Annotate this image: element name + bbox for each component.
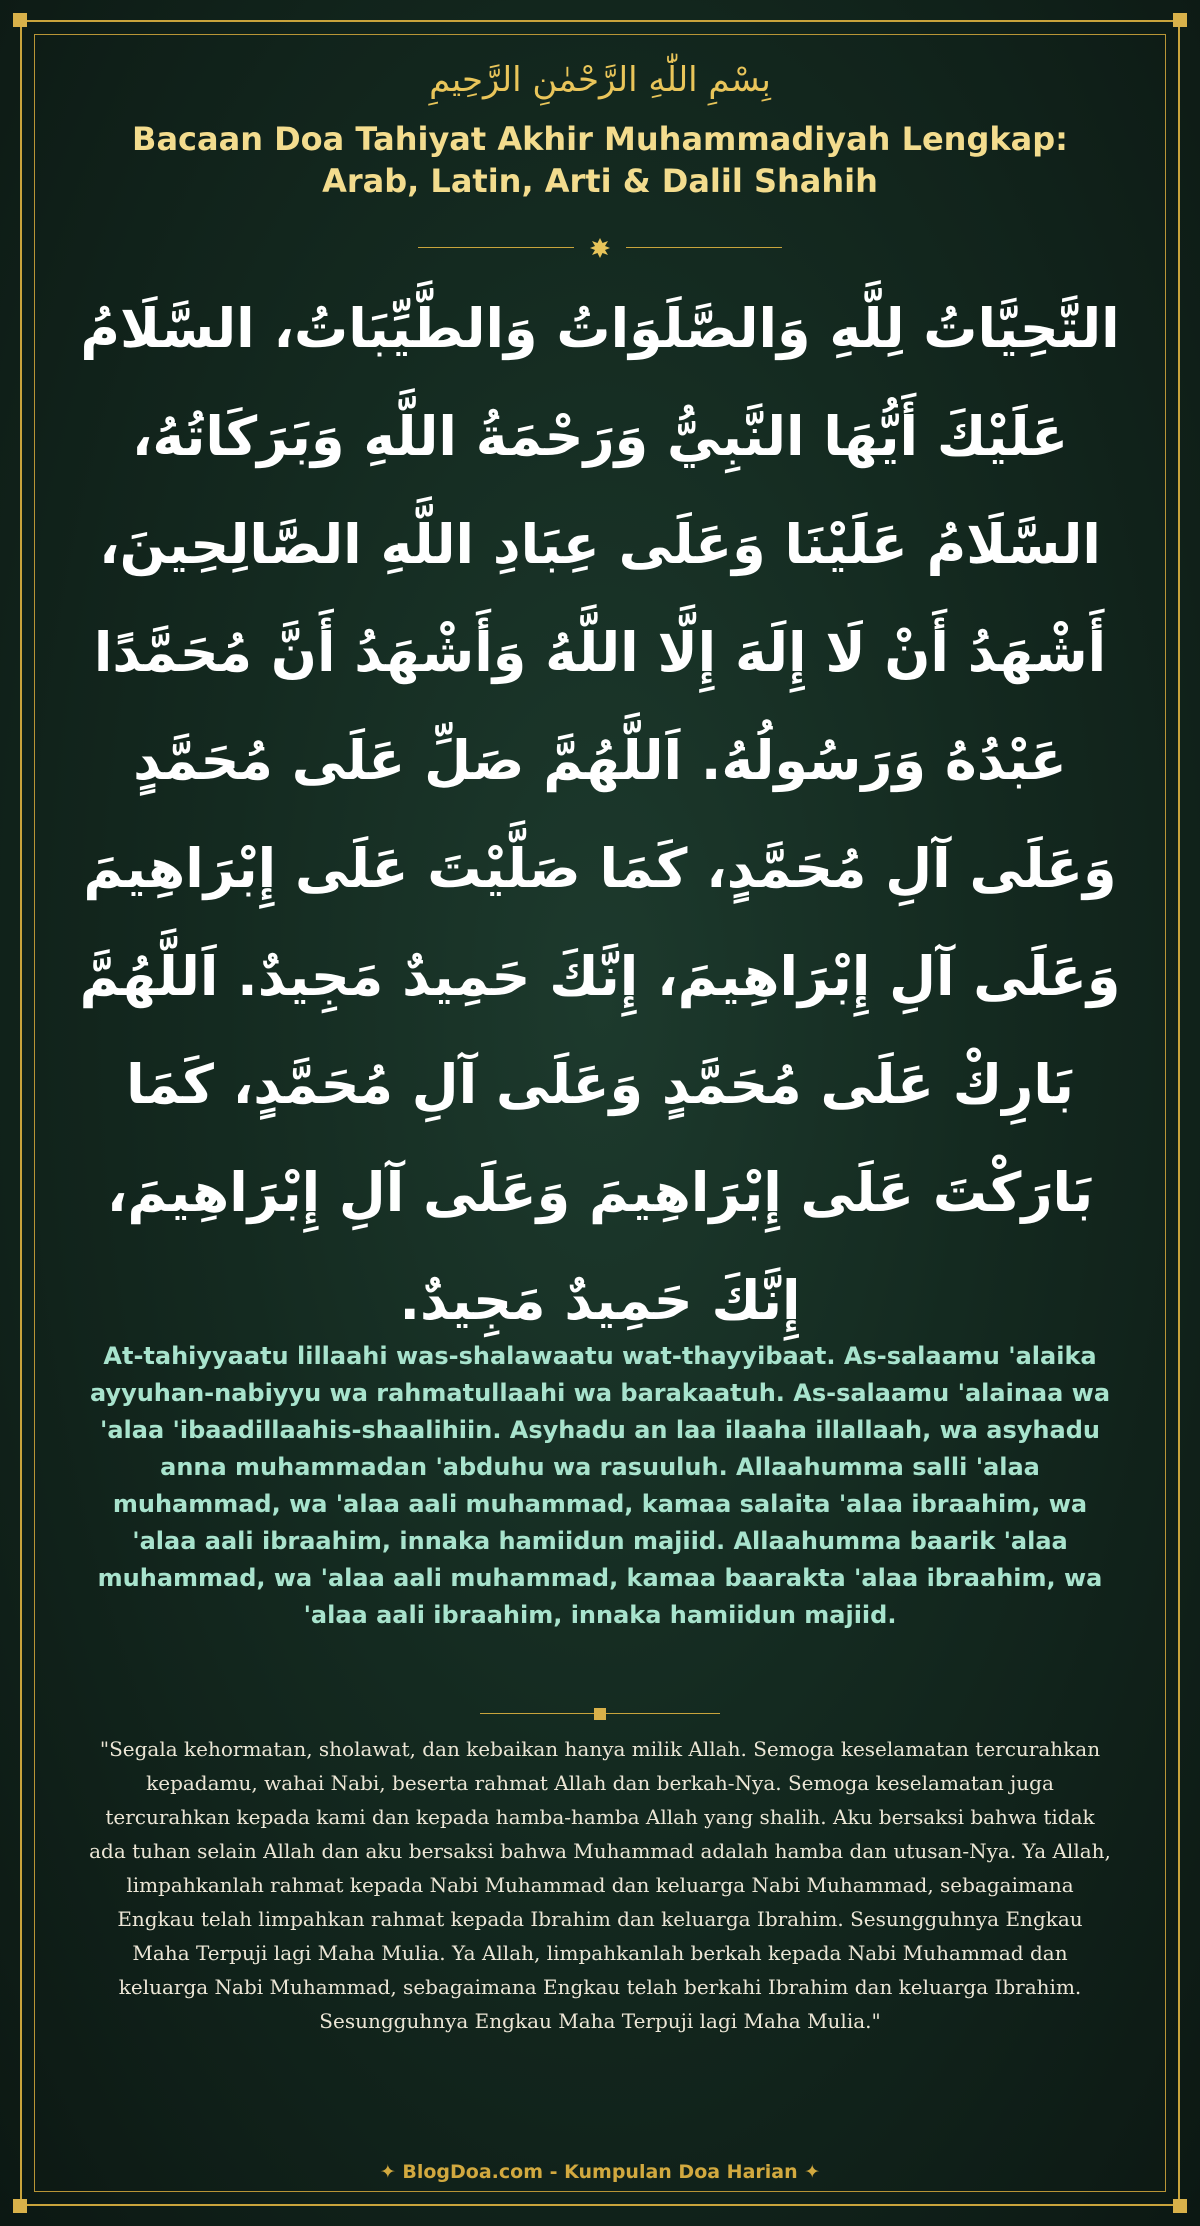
divider-line-right: [626, 247, 782, 248]
footer-credit: ✦ BlogDoa.com - Kumpulan Doa Harian ✦: [379, 2161, 821, 2183]
diamond-ornament-icon: [594, 1708, 606, 1720]
indonesian-translation: "Segala kehormatan, sholawat, dan kebaikan hanya milik Allah. Semoga keselamatan tercurahkan kepadamu, wahai Nabi, beserta rahmat Allah dan berkah-Nya. Semoga keselamatan juga tercurahkan kepada kami dan kepada hamba-hamba Allah yang shalih. Aku bersaksi bahwa tidak ada tuhan selain Allah dan aku bersaksi bahwa Muhammad adalah hamba dan utusan-Nya. Ya Allah, limpahkanlah rahmat kepada Nabi Muhammad dan keluarga Nabi Muhammad, sebagaimana Engkau telah limpahkan rahmat kepada Ibrahim dan keluarga Ibrahim. Sesungguhnya Engkau Maha Terpuji lagi Maha Mulia. Ya Allah, limpahkanlah berkah kepada Nabi Muhammad dan keluarga Nabi Muhammad, sebagaimana Engkau telah berkahi Ibrahim dan keluarga Ibrahim. Sesungguhnya Engkau Maha Terpuji lagi Maha Mulia.": [89, 1737, 1111, 2033]
latin-transliteration: At-tahiyyaatu lillaahi was-shalawaatu wat-thayyibaat. As-salaamu 'alaika ayyuhan-nabiyyu wa rahmatullaahi wa barakaatuh. As-salaamu 'alainaa wa 'alaa 'ibaadillaahis-shaalihiin. Asyhadu an laa ilaaha illallaah, wa asyhadu anna muhammadan 'abduhu wa rasuuluh. Allaahumma salli 'alaa muhammad, wa 'alaa aali muhammad, kamaa salaita 'alaa ibraahim, wa 'alaa aali ibraahim, innaka hamiidun majiid. Allaahumma baarik 'alaa muhammad, wa 'alaa aali muhammad, kamaa baarakta 'alaa ibraahim, wa 'alaa aali ibraahim, innaka hamiidun majiid.: [89, 1342, 1111, 1629]
corner-ornament-icon: [13, 13, 27, 27]
bismillah-heading: بِسْمِ اللّٰهِ الرَّحْمٰنِ الرَّحِيمِ: [429, 60, 771, 100]
top-divider: [0, 236, 1200, 260]
corner-ornament-icon: [1173, 2199, 1187, 2213]
middle-divider: [0, 1705, 1200, 1721]
corner-ornament-icon: [13, 2199, 27, 2213]
star-ornament-icon: [589, 237, 611, 259]
corner-ornament-icon: [1173, 13, 1187, 27]
divider-line-left: [418, 247, 574, 248]
page-title: Bacaan Doa Tahiyat Akhir Muhammadiyah Lengkap: Arab, Latin, Arti & Dalil Shahih: [132, 120, 1068, 200]
arabic-text: التَّحِيَّاتُ لِلَّهِ وَالصَّلَوَاتُ وَالطَّيِّبَاتُ، السَّلَامُ عَلَيْكَ أَيُّهَا النَّبِيُّ وَرَحْمَةُ اللَّهِ وَبَرَكَاتُهُ، السَّلَامُ عَلَيْنَا وَعَلَى عِبَادِ اللَّهِ الصَّالِحِينَ، أَشْهَدُ أَنْ لَا إِلَهَ إِلَّا اللَّهُ وَأَشْهَدُ أَنَّ مُحَمَّدًا عَبْدُهُ وَرَسُولُهُ. اَللَّهُمَّ صَلِّ عَلَى مُحَمَّدٍ وَعَلَى آلِ مُحَمَّدٍ، كَمَا صَلَّيْتَ عَلَى إِبْرَاهِيمَ وَعَلَى آلِ إِبْرَاهِيمَ، إِنَّكَ حَمِيدٌ مَجِيدٌ. اَللَّهُمَّ بَارِكْ عَلَى مُحَمَّدٍ وَعَلَى آلِ مُحَمَّدٍ، كَمَا بَارَكْتَ عَلَى إِبْرَاهِيمَ وَعَلَى آلِ إِبْرَاهِيمَ، إِنَّكَ حَمِيدٌ مَجِيدٌ.: [79, 297, 1121, 1332]
